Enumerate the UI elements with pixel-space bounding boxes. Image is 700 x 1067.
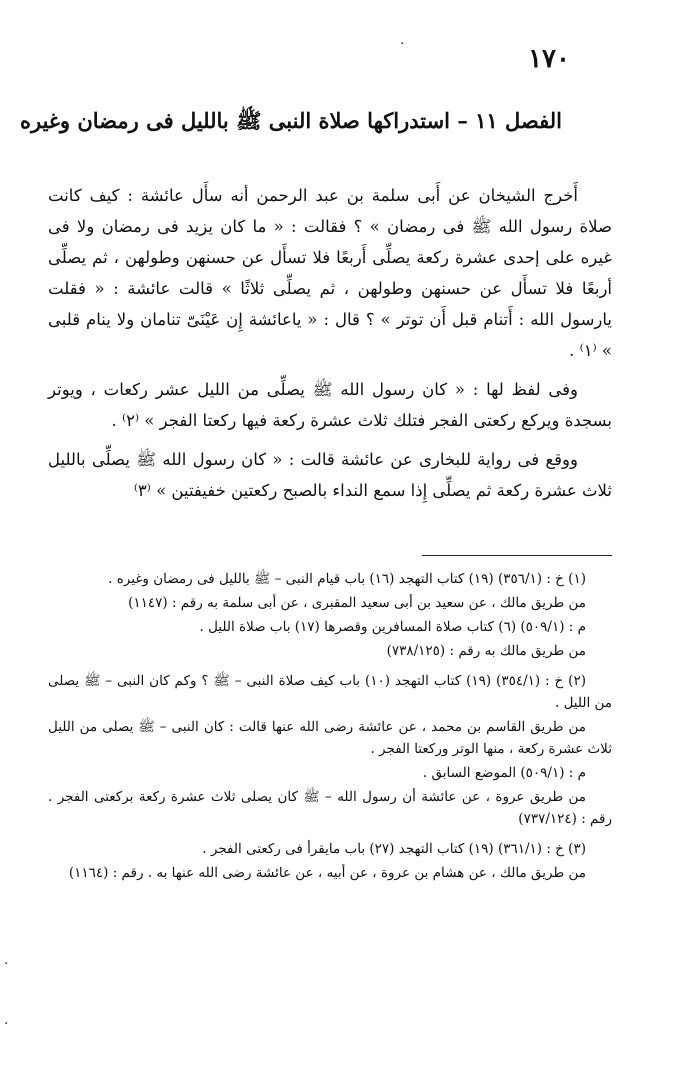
chapter-title: الفصل ١١ – استدراكها صلاة النبى ﷺ بالليل فى رمضان وغيره — [20, 108, 562, 133]
footnote-line: من طريق مالك ، عن سعيد بن أبى سعيد المقبرى ، عن أبى سلمة به رقم : (١١٤٧) — [128, 595, 586, 611]
footnote-line: م : (٥٠٩/١) الموضع السابق . — [422, 765, 586, 781]
footnote-divider — [422, 555, 612, 556]
paragraph: أَخرج الشيخان عن أَبى سلمة بن عبد الرحمن أنه سأَل عائشة : كيف كانت صلاة رسول الله ﷺ فى رمضان » ؟ فقالت : « ما كان يزيد فى رمضان ولا فى غيره على إحدى عشرة ركعة يصلِّى أَربعًا فلا تسأَل عن حسنهن وطولهن ، ثم يصلِّى أربعًا فلا تسأَل عن حسنهن وطولهن ، ثم يصلِّى ثلاثًا » قالت عائشة : « فقلت يارسول الله : أَتنام قبل أَن توتر » ؟ قال : « ياعائشة إِن عَيْنَىّ تنامان ولا ينام قلبى » ⁽١⁾ . — [48, 186, 612, 360]
footnote-2 — [48, 670, 612, 830]
print-speck: · — [400, 36, 405, 52]
footnote-line: (٢) خ : (٣٥٤/١) (١٩) كتاب التهجد (١٠) باب كيف صلاة النبى – ﷺ ؟ وكم كان النبى – ﷺ يصلى من الليل . — [48, 673, 612, 711]
footnote-line: من طريق القاسم بن محمد ، عن عائشة رضى الله عنها قالت : كان النبى – ﷺ يصلى من الليل ثلاث عشرة ركعة ، منها الوتر وركعتا الفجر . — [48, 719, 612, 757]
footnote-line: (١) خ : (٣٥٦/١) (١٩) كتاب التهجد (١٦) باب قيام النبى – ﷺ بالليل فى رمضان وغيره . — [108, 571, 586, 587]
footnote-3 — [48, 838, 612, 884]
footnote-line: من طريق مالك ، عن هشام بن عروة ، عن أبيه ، عن عائشة رضى الله عنها به . رقم : (١١٦٤) — [68, 865, 586, 881]
footnotes — [48, 568, 612, 892]
footnote-line: (٣) خ : (٣٦١/١) (١٩) كتاب التهجد (٢٧) باب مايقرأ فى ركعتى الفجر . — [202, 841, 586, 857]
footnote-line: من طريق مالك به رقم : (٧٣٨/١٢٥) — [386, 643, 586, 659]
paragraph: وفى لفظ لها : « كان رسول الله ﷺ يصلِّى من الليل عشر ركعات ، ويوتر بسجدة ويركع ركعتى الفجر فتلك ثلاث عشرة ركعة فيها ركعتا الفجر » ⁽٢⁾ . — [48, 380, 612, 430]
footnote-line: من طريق عروة ، عن عائشة أن رسول الله – ﷺ كان يصلى ثلاث عشرة ركعة بركعتى الفجر . رقم : (٧٣٧/١٢٤) — [48, 789, 612, 827]
footnote-1 — [48, 568, 612, 662]
page-number: ١٧٠ — [528, 44, 570, 74]
paragraph: ووقع فى رواية للبخارى عن عائشة قالت : « كان رسول الله ﷺ يصلِّى بالليل ثلاث عشرة ركعة ثم يصلِّى إِذا سمع النداء بالصبح ركعتين خفيفتين » ⁽٣⁾ — [48, 450, 612, 500]
body-text — [48, 180, 612, 514]
print-speck: · — [4, 956, 9, 972]
footnote-line: م : (٥٠٩/١) (٦) كتاب صلاة المسافرين وقصرها (١٧) باب صلاة الليل . — [199, 619, 586, 635]
print-speck: · — [4, 1016, 9, 1032]
